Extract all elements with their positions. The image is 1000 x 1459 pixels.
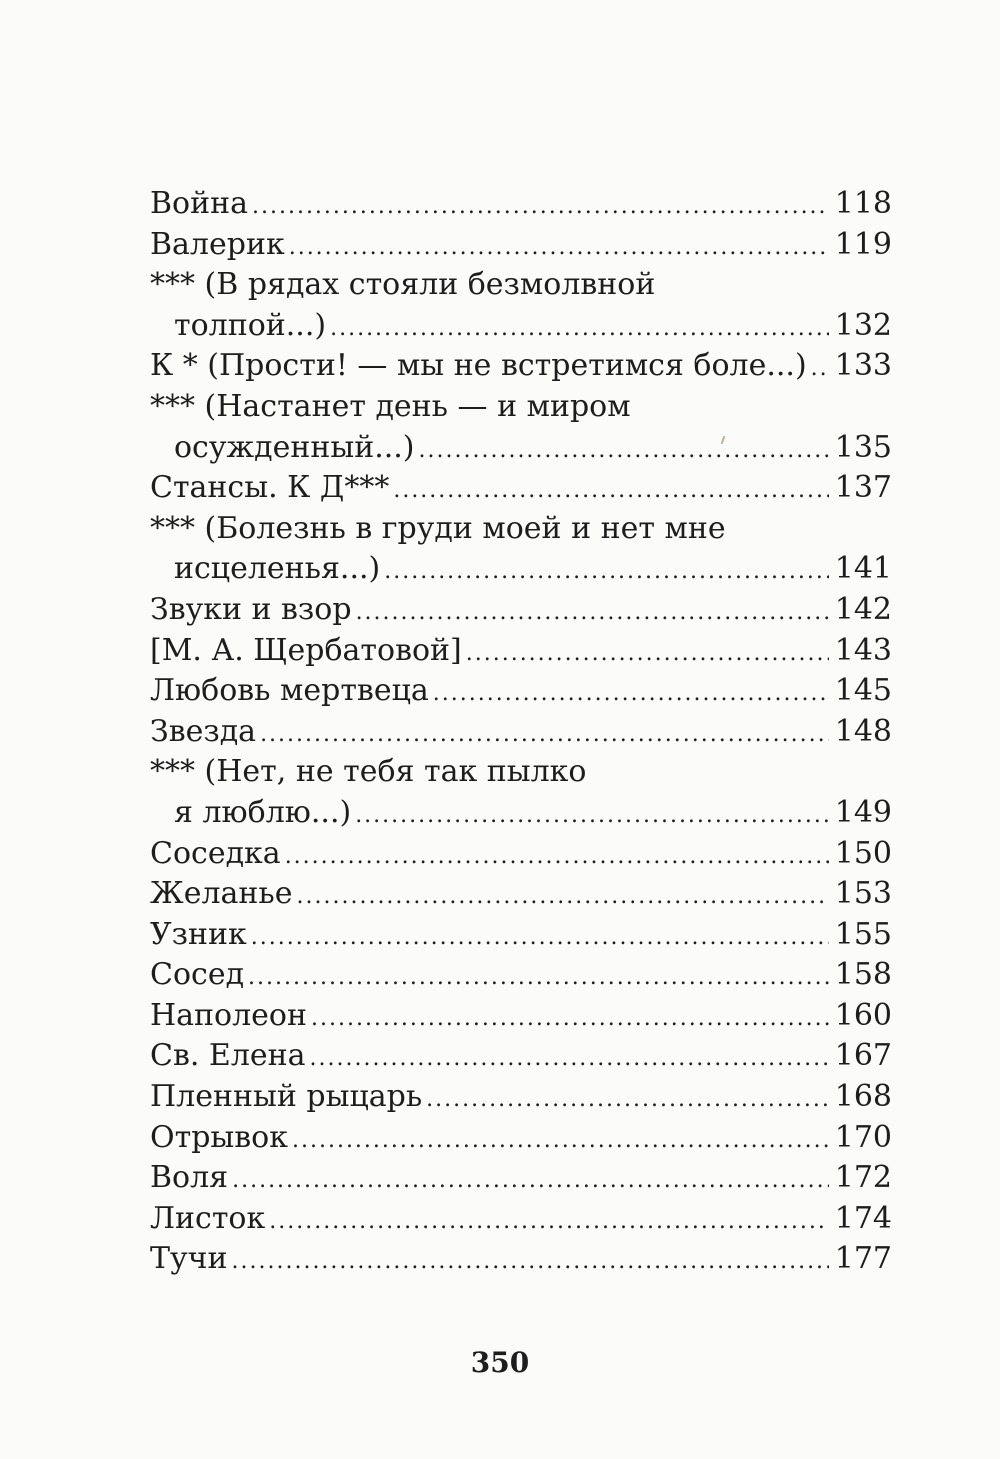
toc-entry	[150, 712, 892, 753]
toc-entry-page: 137	[834, 470, 892, 506]
toc-entry-title: Св. Елена	[150, 1038, 306, 1074]
toc-entry-page: 174	[834, 1200, 892, 1236]
table-of-contents	[150, 184, 892, 1280]
toc-entry	[150, 955, 892, 996]
toc-entry-continuation	[150, 428, 892, 469]
toc-entry	[150, 752, 892, 793]
toc-entry-title: Валерик	[150, 226, 285, 262]
toc-entry-title: Любовь мертвеца	[150, 673, 429, 709]
toc-entry-page: 170	[834, 1119, 892, 1155]
toc-entry	[150, 1158, 892, 1199]
toc-entry-page: 177	[834, 1241, 892, 1277]
toc-entry	[150, 1199, 892, 1240]
toc-entry-page: 172	[834, 1160, 892, 1196]
toc-entry	[150, 996, 892, 1037]
toc-entry	[150, 1077, 892, 1118]
toc-entry	[150, 509, 892, 550]
dot-leader	[310, 1039, 829, 1080]
toc-entry-page: 150	[834, 835, 892, 871]
toc-entry-page: 133	[834, 348, 892, 384]
dot-leader	[426, 1080, 829, 1121]
dot-leader	[251, 918, 829, 959]
dot-leader	[355, 796, 829, 837]
toc-entry	[150, 874, 892, 915]
toc-entry-title: Узник	[150, 916, 247, 952]
toc-entry-page: 155	[834, 916, 892, 952]
toc-entry-title: *** (Болезнь в груди моей и нет мне	[150, 510, 726, 546]
dot-leader	[330, 309, 829, 350]
toc-entry-title: Стансы. К Д***	[150, 470, 390, 506]
toc-entry-continuation	[150, 549, 892, 590]
toc-entry	[150, 1239, 892, 1280]
toc-entry-title: Сосед	[150, 957, 245, 993]
dot-leader	[811, 349, 829, 390]
toc-entry-title: Наполеон	[150, 997, 307, 1033]
dot-leader	[311, 999, 829, 1040]
toc-entry	[150, 468, 892, 509]
toc-entry	[150, 225, 892, 266]
toc-entry	[150, 915, 892, 956]
toc-entry-page: 135	[834, 429, 892, 465]
toc-entry-page: 143	[834, 632, 892, 668]
dot-leader	[292, 1121, 829, 1162]
toc-entry	[150, 590, 892, 631]
dot-leader	[384, 552, 829, 593]
dot-leader	[269, 1202, 828, 1243]
toc-entry-title: Желанье	[150, 876, 293, 912]
toc-entry-continuation	[150, 306, 892, 347]
dot-leader	[285, 837, 829, 878]
toc-entry-page: 167	[834, 1038, 892, 1074]
dot-leader	[297, 877, 829, 918]
toc-entry-page: 119	[834, 226, 892, 262]
toc-entry-title: Война	[150, 186, 248, 221]
toc-entry-title: Звезда	[150, 713, 257, 749]
toc-entry-page: 142	[834, 591, 892, 627]
dot-leader	[356, 593, 829, 634]
toc-entry-page: 132	[834, 307, 892, 343]
toc-entry-continuation	[150, 793, 892, 834]
page-number: 350	[470, 1346, 530, 1379]
toc-entry-title: [М. А. Щербатовой]	[150, 632, 462, 668]
dot-leader	[232, 1161, 829, 1202]
toc-entry-title: Звуки и взор	[150, 591, 352, 627]
toc-entry-title: Отрывок	[150, 1119, 288, 1155]
toc-entry-title: К * (Прости! — мы не встретимся боле...)	[150, 348, 807, 384]
toc-entry-title: *** (Нет, не тебя так пылко	[150, 754, 587, 790]
toc-entry-title: Листок	[150, 1200, 266, 1236]
dot-leader	[248, 958, 829, 999]
toc-entry-page: 141	[834, 551, 892, 587]
dot-leader	[289, 228, 829, 269]
toc-entry-page: 145	[834, 673, 892, 709]
toc-entry-title: осужденный...)	[174, 429, 415, 465]
toc-entry-page: 158	[834, 957, 892, 993]
toc-entry	[150, 265, 892, 306]
toc-entry	[150, 346, 892, 387]
toc-entry-title: Пленный рыцарь	[150, 1079, 423, 1115]
toc-entry	[150, 184, 892, 225]
toc-entry-title: Тучи	[150, 1241, 228, 1277]
dot-leader	[252, 187, 829, 228]
toc-entry-title: исцеленья...)	[174, 551, 381, 587]
toc-entry	[150, 671, 892, 712]
toc-entry-page: 160	[834, 997, 892, 1033]
toc-entry	[150, 834, 892, 875]
toc-entry-title: толпой...)	[174, 307, 327, 343]
toc-entry-title: я люблю...)	[174, 794, 352, 830]
dot-leader	[419, 431, 829, 472]
toc-entry	[150, 631, 892, 672]
toc-entry-title: Соседка	[150, 835, 281, 871]
toc-entry	[150, 1036, 892, 1077]
toc-entry-page: 168	[834, 1079, 892, 1115]
toc-entry-title: *** (Настанет день — и миром	[150, 388, 631, 424]
dot-leader	[466, 634, 829, 675]
toc-entry	[150, 1118, 892, 1159]
toc-entry-page: 118	[834, 186, 892, 221]
toc-entry-page: 149	[834, 794, 892, 830]
toc-entry-page: 153	[834, 876, 892, 912]
dot-leader	[433, 674, 829, 715]
toc-entry-page: 148	[834, 713, 892, 749]
dot-leader	[232, 1242, 829, 1283]
dot-leader	[393, 471, 828, 512]
toc-entry-title: *** (В рядах стояли безмолвной	[150, 267, 656, 303]
dot-leader	[260, 715, 829, 756]
toc-entry-title: Воля	[150, 1160, 229, 1196]
toc-entry	[150, 387, 892, 428]
